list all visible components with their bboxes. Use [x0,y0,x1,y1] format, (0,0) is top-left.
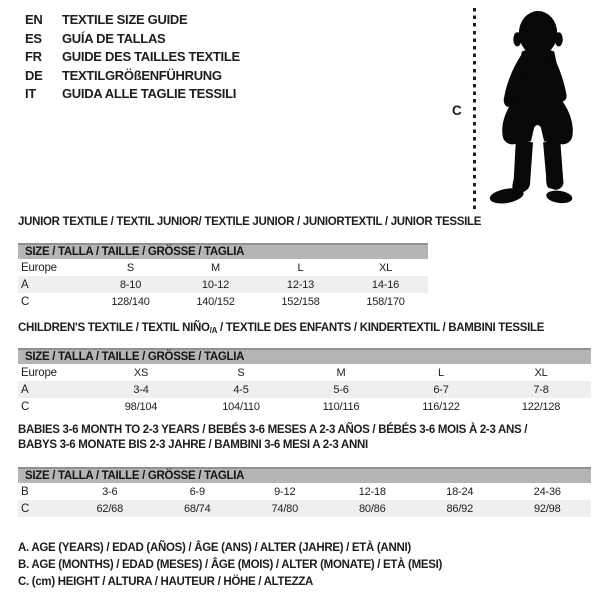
size-cell: 140/152 [196,295,235,308]
size-header: SIZE / TALLA / TAILLE / GRÖSSE / TAGLIA [18,349,591,364]
lang-label: GUIDE DES TAILLES TEXTILE [62,49,240,64]
size-cell: 74/80 [271,502,299,515]
table-row [18,364,591,381]
size-cell: 116/122 [422,400,460,413]
size-cell: 158/170 [366,295,405,308]
size-cell: 128/140 [111,295,150,308]
row-label-cell: B [21,485,29,498]
table-row [18,276,428,293]
size-header-row [18,244,428,259]
lang-code: FR [25,49,42,64]
babies-title-line1: BABIES 3-6 MONTH TO 2-3 YEARS / BEBÉS 3-6 MESES A 2-3 AÑOS / BÉBÉS 3-6 MOIS À 2-3 ANS / [18,424,528,436]
lang-row-de [25,67,240,86]
size-cell: 12-18 [358,485,386,498]
row-label-cell: A [21,383,29,396]
babies-title-line2: BABYS 3-6 MONATE BIS 2-3 JAHRE / BAMBINI 3-6 MESI A 2-3 ANNI [18,438,368,451]
size-cell: 6-9 [189,485,205,498]
legend-line-b: B. AGE (MONTHS) / EDAD (MESES) / ÂGE (MOIS) / ALTER (MONATE) / ETÀ (MESI) [18,559,443,572]
size-cell: 92/98 [533,502,561,515]
junior-table-title: JUNIOR TEXTILE / TEXTIL JUNIOR/ TEXTILE JUNIOR / JUNIORTEXTIL / JUNIOR TESSILE [18,216,482,228]
table-row [18,398,591,415]
size-cell: 18-24 [446,485,474,498]
lang-code: DE [25,67,43,83]
size-cell: 110/116 [322,400,360,413]
lang-row-it [25,85,240,104]
lang-row-es [25,30,240,49]
size-cell: 122/128 [521,400,561,413]
size-cell: S [237,366,245,379]
size-cell: 14-16 [371,278,400,291]
size-cell: XL [378,261,393,274]
table-row [18,293,428,310]
size-cell: 8-10 [119,278,142,291]
size-cell: S [126,261,135,274]
lang-label: GUÍA DE TALLAS [62,30,166,46]
size-cell: M [211,261,220,274]
size-cell: 4-5 [233,383,249,396]
junior-size-table [18,243,428,310]
size-header-row [18,349,591,364]
lang-code: EN [25,12,43,27]
children-title-post: / TEXTILE DES ENFANTS / KINDERTEXTIL / BAMBINI TESSILE [217,322,545,334]
row-label-cell: C [21,295,30,308]
size-header: SIZE / TALLA / TAILLE / GRÖSSE / TAGLIA [18,468,591,483]
size-cell: 3-4 [133,383,149,396]
lang-row-fr [25,48,240,67]
babies-size-table [18,467,591,517]
row-label-cell: C [21,400,30,413]
row-label-cell: Europe [21,261,57,274]
size-cell: M [336,366,346,379]
table-row [18,381,591,398]
legend-line-a: A. AGE (YEARS) / EDAD (AÑOS) / ÂGE (ANS) / ALTER (JAHRE) / ETÀ (ANNI) [18,542,411,554]
row-label-cell: Europe [21,366,57,379]
size-cell: 80/86 [358,502,386,515]
children-size-table [18,348,591,415]
table-row [18,483,591,500]
legend-line-c: C. (cm) HEIGHT / ALTURA / HAUTEUR / HÖHE / ALTEZZA [18,576,314,589]
size-cell: L [297,261,304,274]
size-cell: 62/68 [96,502,124,515]
lang-label: GUIDA ALLE TAGLIE TESSILI [62,86,237,101]
lang-row-en [25,11,240,30]
size-header-row [18,468,591,483]
lang-code: IT [25,86,36,101]
size-cell: L [438,366,444,379]
table-row [18,259,428,276]
size-cell: 6-7 [433,383,449,396]
height-measure-label: C [452,103,462,118]
children-table-title [18,322,544,335]
size-cell: 86/92 [446,502,474,515]
language-title-block [25,11,240,104]
lang-label: TEXTILGRÖßENFÜHRUNG [62,67,222,83]
row-label-cell: C [21,502,30,515]
lang-label: TEXTILE SIZE GUIDE [62,12,188,27]
babies-table-title [18,423,527,452]
size-cell: 9-12 [274,485,296,498]
row-label-cell: A [21,278,29,291]
lang-code: ES [25,30,42,46]
toddler-silhouette-icon [479,7,591,209]
size-cell: XL [534,366,548,379]
size-cell: 104/110 [222,400,260,413]
size-cell: 3-6 [102,485,118,498]
size-header: SIZE / TALLA / TAILLE / GRÖSSE / TAGLIA [18,244,428,259]
size-cell: XS [133,366,149,379]
height-dotted-line [473,8,476,209]
size-cell: 68/74 [183,502,211,515]
size-cell: 152/158 [281,295,320,308]
size-cell: 10-12 [201,278,230,291]
size-cell: 7-8 [533,383,549,396]
size-cell: 24-36 [533,485,561,498]
size-cell: 5-6 [333,383,349,396]
table-row [18,500,591,517]
size-cell: 98/104 [124,400,158,413]
size-cell: 12-13 [286,278,315,291]
children-title-subscript: /A [209,326,218,335]
legend-block [18,540,442,592]
children-title-pre: CHILDREN'S TEXTILE / TEXTIL NIÑO [18,322,210,334]
